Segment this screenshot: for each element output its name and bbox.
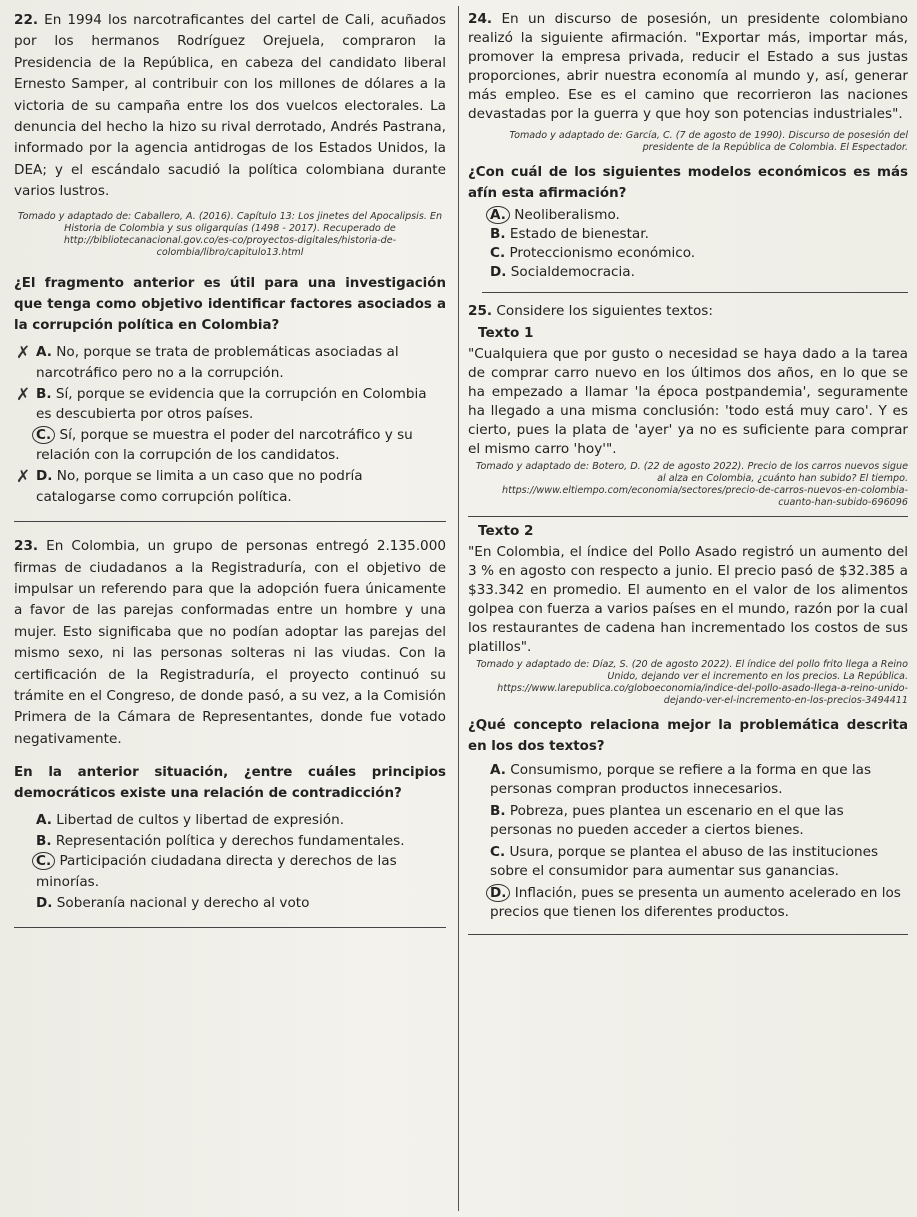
texto2-title: Texto 2 bbox=[478, 522, 534, 539]
q25-option-c[interactable]: C. Usura, porque se plantea el abuso de las instituciones sobre el consumidor para aumentar sus ganancias. bbox=[490, 844, 879, 880]
q24-source: Tomado y adaptado de: García, C. (7 de agosto de 1990). Discurso de posesión del presidente de la República de Colombia. El Espectador. bbox=[509, 130, 908, 154]
q25-question: ¿Qué concepto relaciona mejor la problemática descrita en los dos textos? bbox=[468, 718, 908, 755]
q23-option-b[interactable]: B. Representación política y derechos fundamentales. bbox=[36, 832, 405, 849]
q23-option-d[interactable]: D. Soberanía nacional y derecho al voto bbox=[36, 894, 310, 911]
q23-option-c[interactable]: C. Participación ciudadana directa y derechos de las minorías. bbox=[14, 851, 446, 892]
q25-options bbox=[468, 761, 908, 922]
q22-option-a[interactable]: ✗ A. No, porque se trata de problemáticas asociadas al narcotráfico pero no a la corrupción. bbox=[16, 343, 399, 382]
q23-options bbox=[14, 810, 446, 913]
q22-number: 22. bbox=[14, 12, 39, 28]
q25-option-d[interactable]: D. Inflación, pues se presenta un aumento acelerado en los precios que tienen los diferentes productos. bbox=[468, 884, 908, 922]
circled-answer-icon: C. bbox=[32, 426, 55, 444]
circled-answer-icon: D. bbox=[486, 884, 510, 902]
q22-question: ¿El fragmento anterior es útil para una investigación que tenga como objetivo identificar factores asociados a la corrupción política en Colombia? bbox=[14, 276, 446, 334]
cross-mark-icon: ✗ bbox=[16, 384, 31, 405]
selection-mark bbox=[16, 427, 34, 445]
cross-mark-icon: ✗ bbox=[16, 467, 31, 488]
column-divider bbox=[458, 6, 459, 1211]
q22-option-d[interactable]: ✗ D. No, porque se limita a un caso que no podría catalogarse como corrupción política. bbox=[16, 467, 363, 505]
separator bbox=[468, 934, 908, 935]
q24-question: ¿Con cuál de los siguientes modelos económicos es más afín esta afirmación? bbox=[468, 165, 908, 202]
q24-option-c[interactable]: C. Proteccionismo económico. bbox=[490, 245, 696, 262]
q22-option-b[interactable]: ✗ B. Sí, porque se evidencia que la corrupción en Colombia es descubierta por otros países. bbox=[16, 384, 427, 423]
q24-option-a[interactable]: A. Neoliberalismo. bbox=[468, 206, 908, 225]
left-column bbox=[14, 10, 446, 928]
q25-intro: 25. Considere los siguientes textos: bbox=[468, 303, 713, 320]
q23-body: 23. En Colombia, un grupo de personas entregó 2.135.000 firmas de ciudadanos a la Registraduría, con el objetivo de impulsar un referendo para que la adopción fuera únicamente a favor de las parejas conformadas entre un hombre y una mujer. Esto significaba que no podían adoptar las parejas del mismo sexo, ni las personas solteras ni las viudas. Con la certificación de la Registraduría, el proyecto continuó su trámite en el Congreso, de donde pasó, a su vez, a la Comisión Primera de la Cámara de Representantes, donde fue votado negativamente. bbox=[14, 538, 446, 747]
q22-body: 22. En 1994 los narcotraficantes del cartel de Cali, acuñados por los hermanos Rodríguez Orejuela, compraron la Presidencia de la República, en cabeza del candidato liberal Ernesto Samper, al contribuir con los millones de dólares a la victoria de su campaña entre los dos vuelcos electorales. La denuncia del hecho la hizo su rival derrotado, Andrés Pastrana, informado por la agencia antidrogas de los Estados Unidos, la DEA; y el escándalo sacudió la política colombiana durante varios lustros. bbox=[14, 12, 446, 200]
circled-answer-icon: A. bbox=[486, 206, 510, 224]
q25-option-b[interactable]: B. Pobreza, pues plantea un escenario en el que las personas no pueden acceder a ciertos bienes. bbox=[490, 803, 844, 839]
texto1-title: Texto 1 bbox=[478, 324, 534, 341]
q24-options bbox=[468, 206, 908, 282]
texto2-body: "En Colombia, el índice del Pollo Asado registró un aumento del 3 % en agosto con respecto a junio. El precio pasó de $32.385 a $33.342 en promedio. El aumento en el valor de los alimentos golpea con fuerza a varios países en el mundo, razón por la cual los restaurantes de cadena han incrementado los costos de sus platillos". bbox=[468, 543, 908, 655]
q22-source: Tomado y adaptado de: Caballero, A. (2016). Capítulo 13: Los jinetes del Apocalipsis. En Historia de Colombia y sus oligarquías (1498 - 2017). Recuperado de http://bibliotecanacional.gov.co/es-co/proyectos-digitales/historia-de-colombia/libro/capitulo13.html bbox=[17, 210, 443, 259]
texto2-source: Tomado y adaptado de: Díaz, S. (20 de agosto 2022). El índice del pollo frito llega a Reino Unido, dejando ver el incremento en los precios. La República. https://www.larepublica.co/globoeconomia/indice-del-pollo-asado-llega-a-reino-unido-dejando-ver-el-incremento-en-los-precios-3494411 bbox=[476, 658, 908, 707]
q24-number: 24. bbox=[468, 11, 493, 27]
separator bbox=[14, 927, 446, 928]
right-column bbox=[468, 10, 908, 935]
q22-options bbox=[14, 342, 446, 507]
q24-option-b[interactable]: B. Estado de bienestar. bbox=[490, 226, 649, 243]
q24-option-d[interactable]: D. Socialdemocracia. bbox=[490, 264, 635, 281]
q23-number: 23. bbox=[14, 538, 39, 555]
separator bbox=[482, 292, 908, 293]
q25-number: 25. bbox=[468, 303, 493, 320]
cross-mark-icon: ✗ bbox=[16, 343, 31, 364]
q24-body: 24. En un discurso de posesión, un presidente colombiano realizó la siguiente afirmación. "Exportar más, importar más, promover la empresa privada, reducir el Estado a sus justas proporciones, abrir nuestra economía al mundo y, así, generar más empleo. Ese es el camino que recorrieron las naciones devastadas por la guerra y que hoy son potencias industriales". bbox=[468, 11, 908, 122]
q23-question: En la anterior situación, ¿entre cuáles principios democráticos existe una relación de contradicción? bbox=[14, 765, 446, 802]
circled-answer-icon: C. bbox=[32, 852, 55, 870]
texto1-body: "Cualquiera que por gusto o necesidad se haya dado a la tarea de comprar carro nuevo en los últimos dos años, en lo que se ha empezado a llamar 'la época postpandemia', seguramente ha llegado a una misma conclusión: 'todo está muy caro'. Y es cierto, pues la plata de 'ayer' ya no es suficiente para comprar el mismo carro 'hoy'". bbox=[468, 345, 908, 457]
separator bbox=[14, 521, 446, 522]
q25-option-a[interactable]: A. Consumismo, porque se refiere a la forma en que las personas compran productos innecesarios. bbox=[490, 762, 872, 798]
q22-option-c[interactable]: C. Sí, porque se muestra el poder del narcotráfico y su relación con la corrupción de los candidatos. bbox=[14, 425, 446, 466]
texto1-source: Tomado y adaptado de: Botero, D. (22 de agosto 2022). Precio de los carros nuevos sigue al alza en Colombia, ¿cuánto han subido? El tiempo. https://www.eltiempo.com/economia/sectores/precio-de-carros-nuevos-en-colombia-cuanto-han-subido-696096 bbox=[475, 460, 908, 509]
separator bbox=[468, 516, 908, 517]
q23-option-a[interactable]: A. Libertad de cultos y libertad de expresión. bbox=[36, 812, 345, 829]
